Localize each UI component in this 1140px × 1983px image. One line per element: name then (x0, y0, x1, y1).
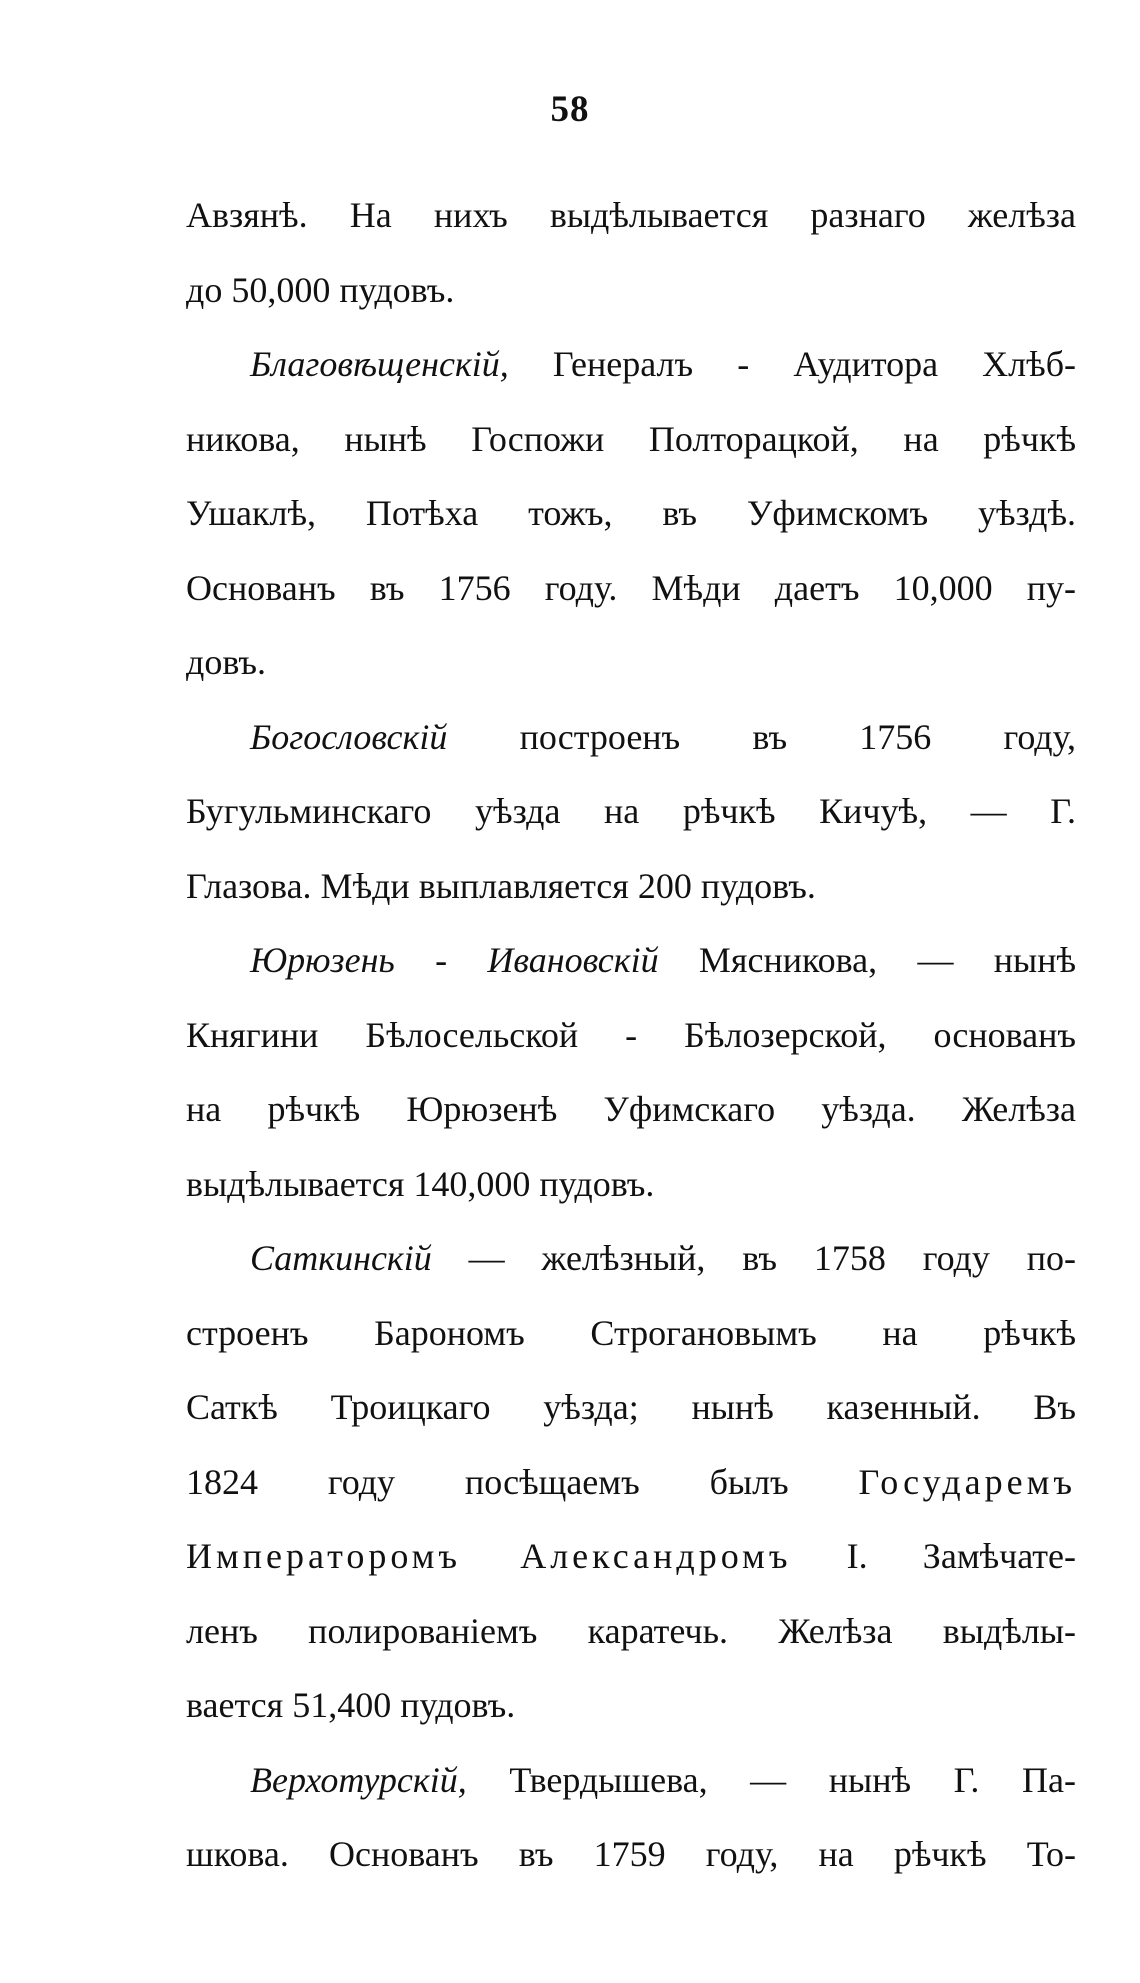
text-line (186, 1370, 1076, 1445)
factory-name: Саткинскій (250, 1238, 432, 1278)
line-text: на рѣчкѣ Юрюзенѣ Уфимскаго уѣзда. Желѣза (186, 1089, 1076, 1129)
line-text: Княгини Бѣлосельской - Бѣлозерской, основанъ (186, 1014, 1076, 1055)
text-line (186, 849, 1076, 924)
entry-satkinsky (186, 1221, 1076, 1296)
entry-blagoveshchensky (186, 327, 1076, 402)
line-text: Авзянѣ. На нихъ выдѣлывается разнаго желѣза (186, 195, 1076, 235)
line-text: никова, нынѣ Госпожи Полторацкой, на рѣчкѣ (186, 418, 1076, 459)
entry-yuryuzen-ivanovsky (186, 923, 1076, 998)
text-line (186, 178, 1076, 253)
line-text: до 50,000 пудовъ. (186, 269, 455, 310)
line-text: Генералъ - Аудитора Хлѣб- (552, 344, 1076, 384)
line-text: Саткѣ Троицкаго уѣзда; нынѣ казенный. Въ (186, 1387, 1076, 1427)
line-text: 1824 году посѣщаемъ былъ (186, 1461, 789, 1502)
spaced-word: Государемъ (858, 1461, 1076, 1502)
page-number: 58 (550, 89, 590, 130)
factory-name: Юрюзень - Ивановскій (250, 940, 659, 980)
text-line (186, 1817, 1076, 1892)
text-line (186, 1668, 1076, 1743)
line-text: Основанъ въ 1756 году. Мѣди даетъ 10,000 пу- (186, 567, 1076, 608)
line-text: Глазова. Мѣди выплавляется 200 пудовъ. (186, 865, 816, 906)
text-line (186, 998, 1076, 1073)
text-line (186, 1519, 1076, 1594)
line-text: Мясникова, — нынѣ (698, 940, 1076, 980)
line-text: строенъ Барономъ Строгановымъ на рѣчкѣ (186, 1312, 1076, 1353)
text-line (186, 1147, 1076, 1222)
text-line (186, 476, 1076, 551)
text-line (186, 1296, 1076, 1371)
text-line (186, 551, 1076, 626)
text-line (186, 625, 1076, 700)
line-text: построенъ въ 1756 году, (519, 716, 1076, 757)
line-text: ленъ полированіемъ каратечь. Желѣза выдѣлы- (186, 1610, 1076, 1651)
line-text: Бугульминскаго уѣзда на рѣчкѣ Кичуѣ, — Г. (186, 791, 1076, 831)
line-text: вается 51,400 пудовъ. (186, 1685, 516, 1725)
text-line (186, 1072, 1076, 1147)
line-text: Твердышева, — нынѣ Г. Па- (509, 1759, 1076, 1800)
factory-name: Благовѣщенскій, (250, 344, 509, 384)
factory-name: Богословскій (250, 716, 448, 757)
entry-bogoslovsky (186, 700, 1076, 775)
line-text: — желѣзный, въ 1758 году по- (468, 1238, 1076, 1278)
text-line (186, 402, 1076, 477)
text-line (186, 253, 1076, 328)
line-text: I. Замѣчате- (846, 1536, 1076, 1576)
line-text: довъ. (186, 642, 267, 682)
text-line (186, 774, 1076, 849)
line-text: Ушаклѣ, Потѣха тожъ, въ Уфимскомъ уѣздѣ. (186, 493, 1076, 533)
spaced-words: Императоромъ Александромъ (186, 1536, 792, 1576)
text-line (186, 1594, 1076, 1669)
line-text: шкова. Основанъ въ 1759 году, на рѣчкѣ То- (186, 1834, 1076, 1874)
line-text: выдѣлывается 140,000 пудовъ. (186, 1163, 655, 1204)
body-text (186, 178, 1076, 1892)
entry-verkhotursky (186, 1743, 1076, 1818)
text-line (186, 1445, 1076, 1520)
factory-name: Верхотурскій, (250, 1759, 467, 1800)
